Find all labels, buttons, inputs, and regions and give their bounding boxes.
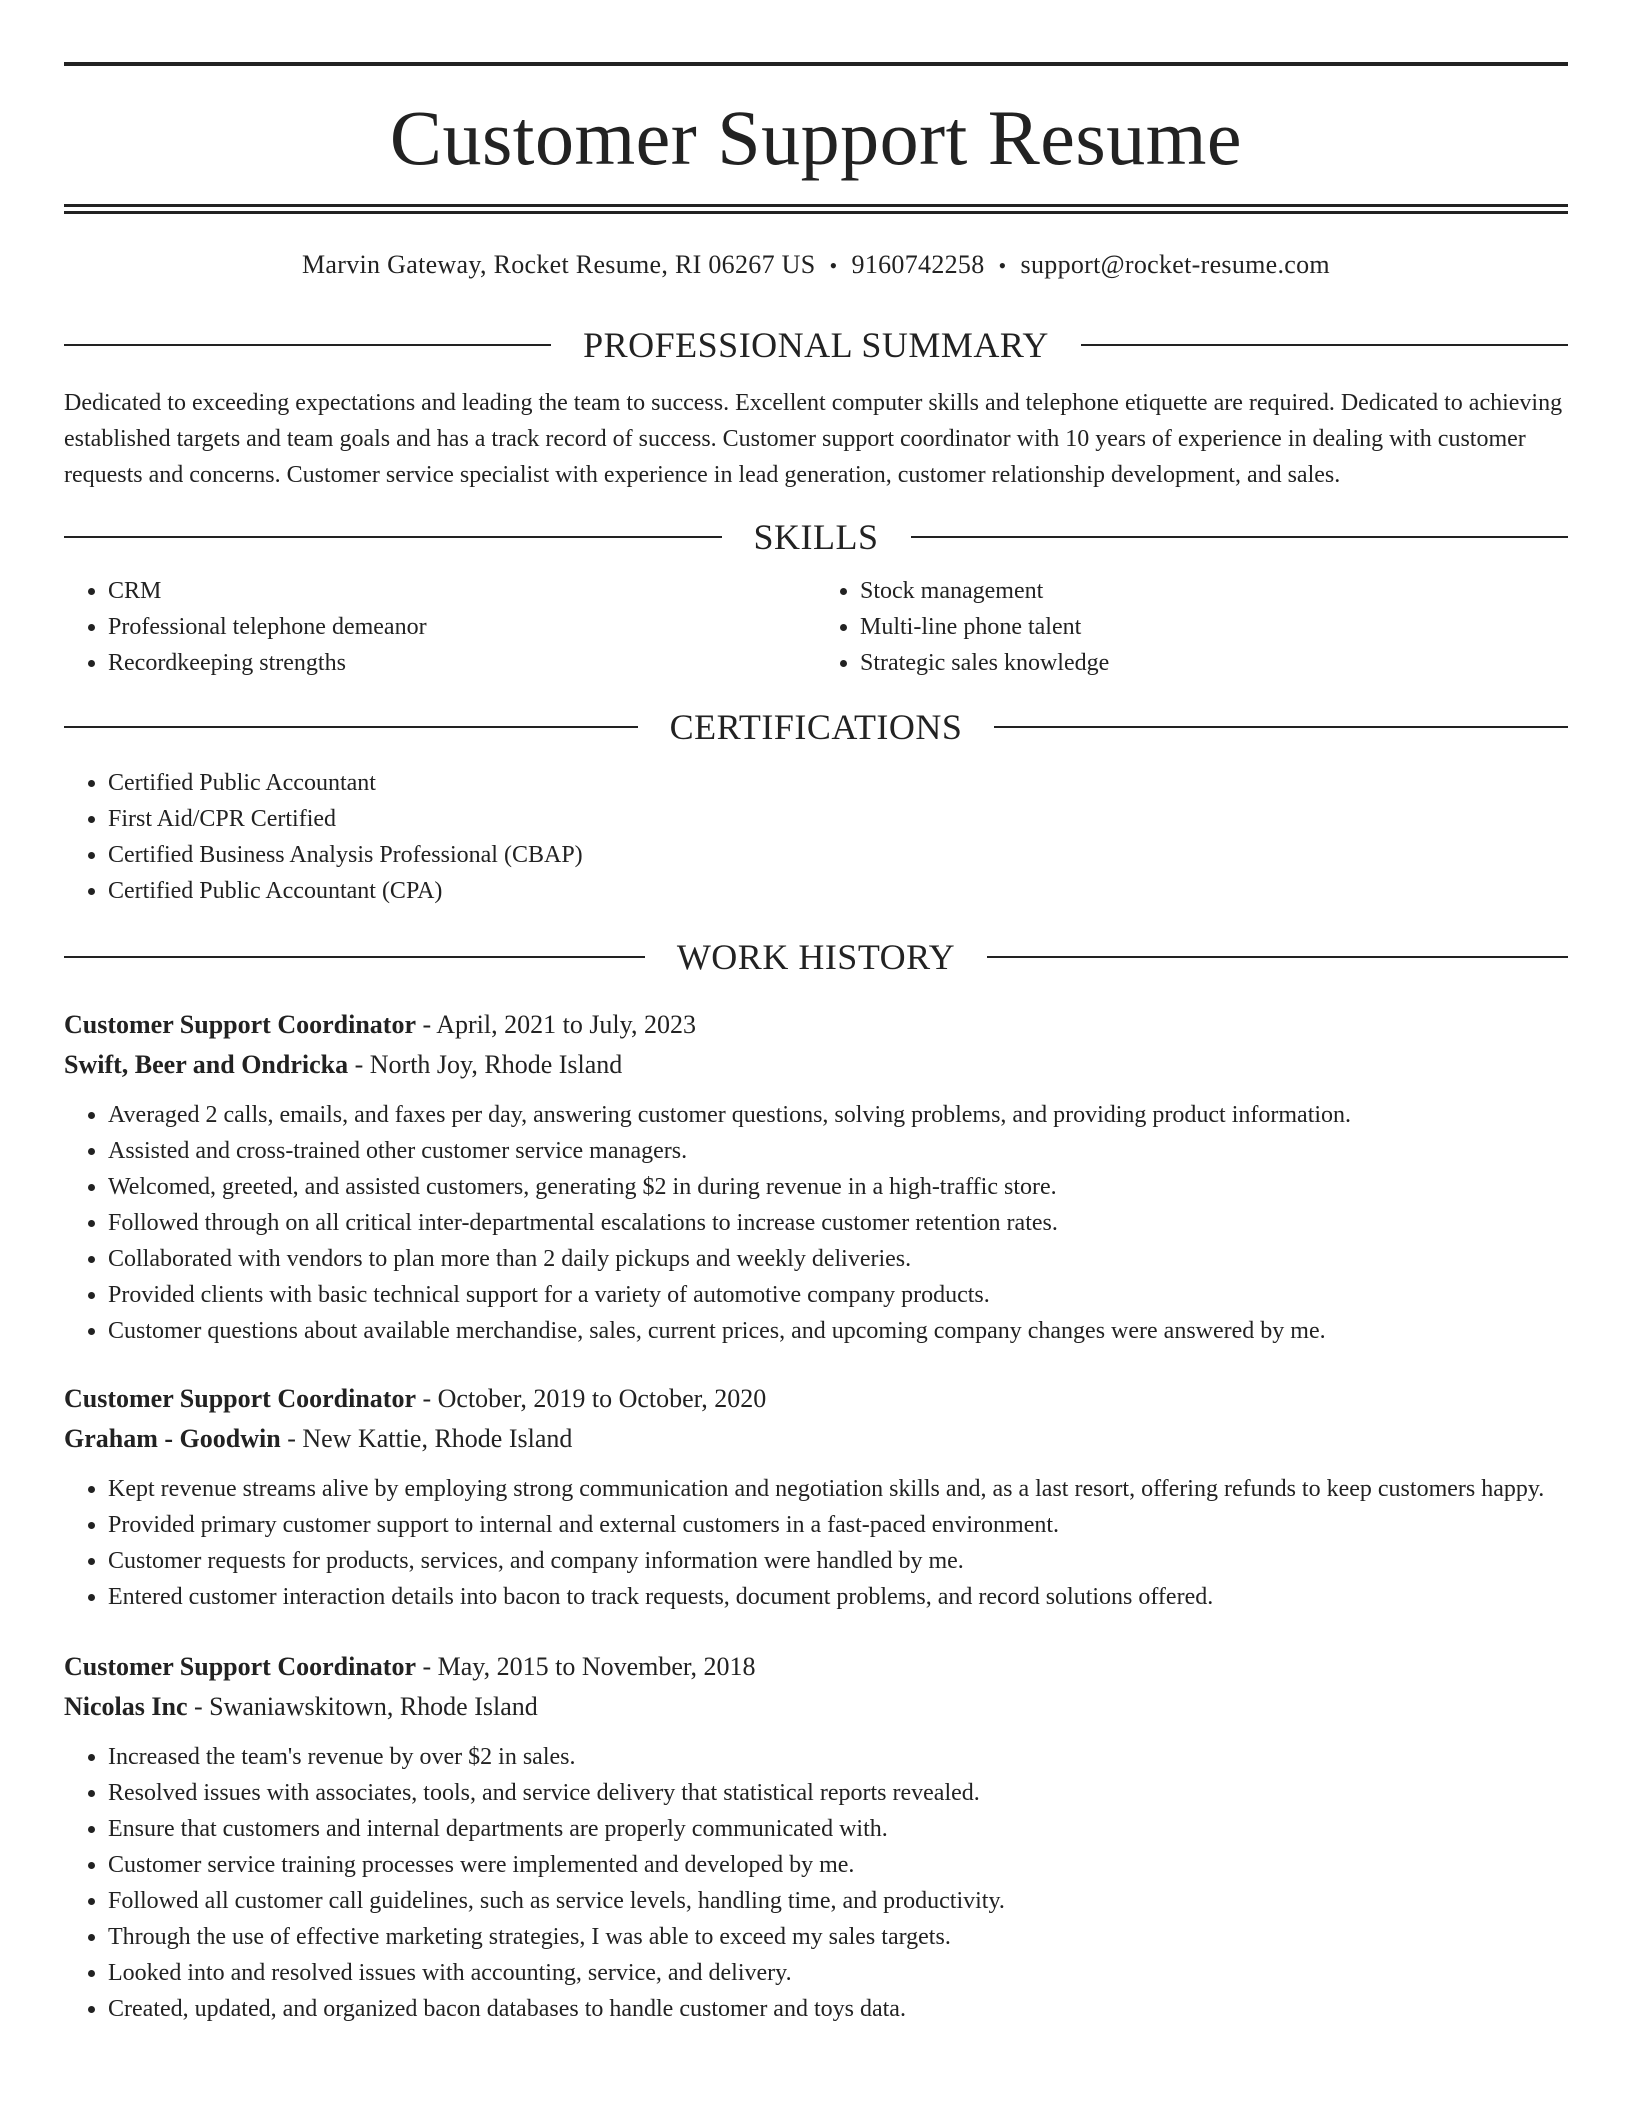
certification-item: • Certified Public Accountant (CPA) xyxy=(108,873,1568,909)
skills-column-left xyxy=(64,573,816,681)
section-title-summary: PROFESSIONAL SUMMARY xyxy=(583,325,1049,365)
job-bullet: • Entered customer interaction details into bacon to track requests, document problems, and record solutions offered. xyxy=(108,1579,1568,1615)
job-location: - North Joy, Rhode Island xyxy=(348,1050,623,1079)
skill-item: • Professional telephone demeanor xyxy=(108,609,816,645)
skill-item: • Stock management xyxy=(860,573,1568,609)
job-company-line xyxy=(64,1687,1568,1727)
job-bullet: • Customer service training processes were implemented and developed by me. xyxy=(108,1847,1568,1883)
job-title: Customer Support Coordinator xyxy=(64,1010,416,1039)
certifications-list xyxy=(64,765,1568,909)
skill-item: • Multi-line phone talent xyxy=(860,609,1568,645)
job-bullet: • Followed through on all critical inter-departmental escalations to increase customer retention rates. xyxy=(108,1205,1568,1241)
contact-line xyxy=(64,248,1568,283)
job-bullet: • Followed all customer call guidelines, such as service levels, handling time, and productivity. xyxy=(108,1883,1568,1919)
job-title-line xyxy=(64,1379,1568,1419)
certification-item: • Certified Business Analysis Professional (CBAP) xyxy=(108,837,1568,873)
section-header-work-history xyxy=(64,935,1568,979)
job-company: Graham - Goodwin xyxy=(64,1424,281,1453)
job-bullet: • Increased the team's revenue by over $2 in sales. xyxy=(108,1739,1568,1775)
job-entry xyxy=(64,1005,1568,1349)
job-bullet: • Welcomed, greeted, and assisted customers, generating $2 in during revenue in a high-traffic store. xyxy=(108,1169,1568,1205)
section-title-certifications: CERTIFICATIONS xyxy=(669,707,963,747)
skills-list xyxy=(64,573,1568,681)
skill-item: • Recordkeeping strengths xyxy=(108,645,816,681)
section-header-summary xyxy=(64,323,1568,367)
contact-email: support@rocket-resume.com xyxy=(1020,250,1330,279)
job-location: - New Kattie, Rhode Island xyxy=(280,1424,573,1453)
job-company-line xyxy=(64,1419,1568,1459)
job-title: Customer Support Coordinator xyxy=(64,1652,416,1681)
job-bullet: • Provided clients with basic technical support for a variety of automotive company products. xyxy=(108,1277,1568,1313)
section-rule xyxy=(64,956,645,958)
job-bullet: • Created, updated, and organized bacon databases to handle customer and toys data. xyxy=(108,1991,1568,2027)
title-double-rule xyxy=(64,204,1568,214)
section-rule xyxy=(994,726,1568,728)
contact-address: Marvin Gateway, Rocket Resume, RI 06267 US xyxy=(302,250,816,279)
section-rule xyxy=(911,536,1569,538)
section-rule xyxy=(1081,344,1568,346)
job-dates: - October, 2019 to October, 2020 xyxy=(415,1384,767,1413)
resume-title: Customer Support Resume xyxy=(389,94,1243,181)
job-dates: - May, 2015 to November, 2018 xyxy=(415,1652,756,1681)
contact-phone: 9160742258 xyxy=(851,250,985,279)
job-bullet: • Averaged 2 calls, emails, and faxes per day, answering customer questions, solving problems, and providing product information. xyxy=(108,1097,1568,1133)
job-bullet: • Assisted and cross-trained other customer service managers. xyxy=(108,1133,1568,1169)
section-rule xyxy=(64,726,638,728)
job-bullet: • Customer questions about available merchandise, sales, current prices, and upcoming company changes were answered by me. xyxy=(108,1313,1568,1349)
job-bullet: • Kept revenue streams alive by employing strong communication and negotiation skills and, as a last resort, offering refunds to keep customers happy. xyxy=(108,1471,1568,1507)
section-title-skills: SKILLS xyxy=(753,517,879,557)
job-dates: - April, 2021 to July, 2023 xyxy=(415,1010,696,1039)
job-company: Swift, Beer and Ondricka xyxy=(64,1050,349,1079)
job-entry xyxy=(64,1379,1568,1615)
job-title-line xyxy=(64,1005,1568,1045)
certification-item: • First Aid/CPR Certified xyxy=(108,801,1568,837)
contact-separator: • xyxy=(829,253,838,278)
skill-item: • CRM xyxy=(108,573,816,609)
job-title: Customer Support Coordinator xyxy=(64,1384,416,1413)
job-bullet: • Ensure that customers and internal departments are properly communicated with. xyxy=(108,1811,1568,1847)
job-bullet: • Resolved issues with associates, tools, and service delivery that statistical reports revealed. xyxy=(108,1775,1568,1811)
job-bullets xyxy=(64,1471,1568,1615)
job-bullets xyxy=(64,1097,1568,1349)
top-rule xyxy=(64,62,1568,66)
job-bullets xyxy=(64,1739,1568,2027)
job-entry xyxy=(64,1647,1568,2027)
job-bullet: • Collaborated with vendors to plan more than 2 daily pickups and weekly deliveries. xyxy=(108,1241,1568,1277)
contact-separator: • xyxy=(998,253,1007,278)
section-header-certifications xyxy=(64,705,1568,749)
job-title-line xyxy=(64,1647,1568,1687)
section-rule xyxy=(987,956,1568,958)
section-title-work-history: WORK HISTORY xyxy=(676,937,956,977)
section-rule xyxy=(64,344,551,346)
summary-text: Dedicated to exceeding expectations and leading the team to success. Excellent computer skills and telephone etiquette are required. Dedicated to achieving established targets and team goals and has a track record of success. Customer support coordinator with 10 years of experience in dealing with customer requests and concerns. Customer service specialist with experience in lead generation, customer relationship development, and sales. xyxy=(64,390,1563,488)
job-location: - Swaniawskitown, Rhode Island xyxy=(187,1692,538,1721)
skills-column-right xyxy=(816,573,1568,681)
skill-item: • Strategic sales knowledge xyxy=(860,645,1568,681)
job-bullet: • Provided primary customer support to internal and external customers in a fast-paced environment. xyxy=(108,1507,1568,1543)
job-bullet: • Customer requests for products, services, and company information were handled by me. xyxy=(108,1543,1568,1579)
job-bullet: • Looked into and resolved issues with accounting, service, and delivery. xyxy=(108,1955,1568,1991)
job-bullet: • Through the use of effective marketing strategies, I was able to exceed my sales targets. xyxy=(108,1919,1568,1955)
job-company: Nicolas Inc xyxy=(64,1692,188,1721)
job-company-line xyxy=(64,1045,1568,1085)
certification-item: • Certified Public Accountant xyxy=(108,765,1568,801)
section-rule xyxy=(64,536,722,538)
section-header-skills xyxy=(64,515,1568,559)
